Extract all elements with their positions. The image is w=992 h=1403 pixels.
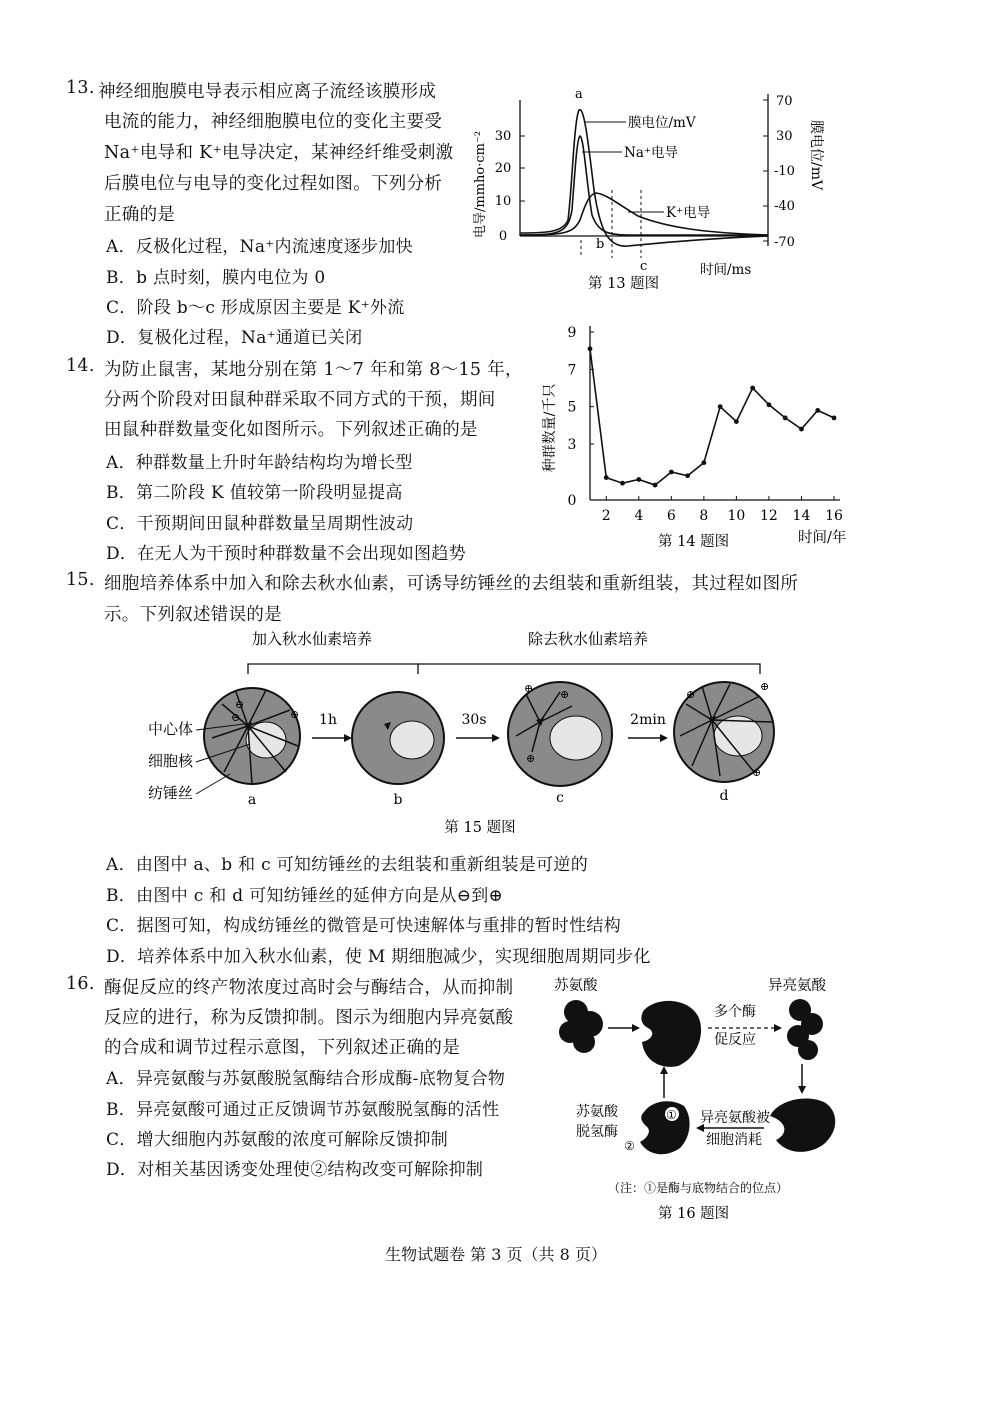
q15-stem-line: 示。下列叙述错误的是 xyxy=(104,605,282,625)
q13-curve-label: 膜电位/mV xyxy=(628,115,696,131)
q15-option-c[interactable]: C．据图可知，构成纺锤丝的微管是可快速解体与重排的暂时性结构 xyxy=(106,916,622,936)
q16-multi-enzyme-label: 多个酶 xyxy=(714,1004,756,1020)
q14-data-point xyxy=(588,346,593,351)
q16-consumed-label: 细胞消耗 xyxy=(706,1132,762,1148)
q14-y-tick-label: 9 xyxy=(567,325,577,341)
q13-left-tick: 0 xyxy=(498,229,508,244)
q13-curve-label: Na⁺电导 xyxy=(624,145,678,161)
q13-option-c[interactable]: C．阶段 b～c 形成原因主要是 K⁺外流 xyxy=(106,298,405,318)
q14-x-axis-label: 时间/年 xyxy=(798,530,847,546)
q16-figure xyxy=(548,970,848,1225)
minus-sign-icon: ⊖ xyxy=(235,698,245,711)
q14-data-point xyxy=(832,415,837,420)
cell-label: b xyxy=(393,792,403,808)
plus-sign-icon: ⊕ xyxy=(526,752,536,765)
q15-caption: 第 15 题图 xyxy=(444,820,516,836)
q16-number: 16. xyxy=(66,974,95,994)
q14-data-point xyxy=(815,408,820,413)
q13-left-tick: 20 xyxy=(494,161,512,176)
q14-option-d[interactable]: D．在无人为干预时种群数量不会出现如图趋势 xyxy=(106,544,466,564)
q16-enzyme-label: 苏氨酸 xyxy=(576,1104,618,1120)
q14-data-point xyxy=(701,460,706,465)
q14-y-axis-label: 种群数量/千只 xyxy=(542,383,558,473)
q14-x-tick-label: 2 xyxy=(601,508,611,524)
q15-bracket-right xyxy=(418,664,760,674)
q14-caption: 第 14 题图 xyxy=(658,534,730,550)
arrow-label: 2min xyxy=(630,712,666,728)
minus-sign-icon: ⊖ xyxy=(231,711,241,724)
q14-option-b[interactable]: B．第二阶段 K 值较第一阶段明显提高 xyxy=(106,483,403,503)
cell-b xyxy=(352,692,444,784)
q14-y-tick-label: 3 xyxy=(567,437,577,453)
q13-point-a: a xyxy=(575,87,583,102)
arrow-up-icon xyxy=(660,1066,668,1074)
enzyme-substrate-complex xyxy=(641,1001,701,1067)
q13-stem-line: 正确的是 xyxy=(104,205,176,225)
q14-x-tick-label: 12 xyxy=(760,508,778,524)
q13-right-tick: -40 xyxy=(774,199,795,214)
q14-series-line xyxy=(590,349,834,485)
plus-sign-icon: ⊕ xyxy=(686,688,696,701)
q13-stem-line: Na⁺电导和 K⁺电导决定，某神经纤维受刺激 xyxy=(104,143,454,163)
cell-label: c xyxy=(556,790,564,806)
q14-data-point xyxy=(734,419,739,424)
q13-caption: 第 13 题图 xyxy=(588,276,660,292)
q14-data-point xyxy=(604,475,609,480)
q14-x-tick-label: 14 xyxy=(792,508,811,524)
q13-k-conductance-curve xyxy=(520,193,768,235)
q15-option-d[interactable]: D．培养体系中加入秋水仙素，使 M 期细胞减少，实现细胞周期同步化 xyxy=(106,947,651,967)
q13-left-tick: 10 xyxy=(494,194,512,209)
q15-figure xyxy=(140,626,800,841)
q15-stem-line: 细胞培养体系中加入和除去秋水仙素，可诱导纺锤丝的去组装和重新组装，其过程如图所 xyxy=(104,574,799,594)
q14-y-tick-label: 5 xyxy=(567,399,577,416)
q14-option-c[interactable]: C．干预期间田鼠种群数量呈周期性波动 xyxy=(106,514,414,534)
cell-a xyxy=(204,688,300,784)
plus-sign-icon: ⊕ xyxy=(524,682,534,695)
q14-number: 14. xyxy=(66,356,95,376)
q14-option-a[interactable]: A．种群数量上升时年龄结构均为增长型 xyxy=(106,453,413,473)
q16-caption: 第 16 题图 xyxy=(658,1206,730,1222)
q14-stem-line: 为防止鼠害，某地分别在第 1～7 年和第 8～15 年， xyxy=(104,360,523,380)
q14-y-tick-label: 0 xyxy=(567,493,577,509)
plus-sign-icon: ⊕ xyxy=(290,708,300,721)
q14-y-tick-label: 7 xyxy=(567,362,577,379)
q14-data-point xyxy=(783,415,788,420)
q13-option-b[interactable]: B．b 点时刻，膜内电位为 0 xyxy=(106,268,326,288)
q15-option-b[interactable]: B．由图中 c 和 d 可知纺锤丝的延伸方向是从⊖到⊕ xyxy=(106,886,504,906)
site-2-marker: ② xyxy=(624,1139,635,1153)
cell-d xyxy=(674,680,774,782)
site-1-marker: ① xyxy=(666,1108,677,1122)
arrow-right-icon xyxy=(344,734,352,742)
q16-enzyme-label: 脱氢酶 xyxy=(576,1124,618,1140)
q14-x-tick-label: 10 xyxy=(727,508,746,524)
q14-data-point xyxy=(799,427,804,432)
q14-data-point xyxy=(718,404,723,409)
q16-product-label: 异亮氨酸 xyxy=(768,978,826,994)
q14-chart xyxy=(528,318,858,558)
arrow-label: 1h xyxy=(319,712,337,728)
plus-sign-icon: ⊕ xyxy=(560,688,570,701)
q14-data-point xyxy=(669,470,674,475)
q15-bracket-label-left: 加入秋水仙素培养 xyxy=(251,630,373,648)
q16-substrate-label: 苏氨酸 xyxy=(554,978,598,994)
q13-right-tick: -10 xyxy=(774,164,795,179)
q16-multi-enzyme-label: 促反应 xyxy=(714,1032,756,1048)
q16-option-c[interactable]: C．增大细胞内苏氨酸的浓度可解除反馈抑制 xyxy=(106,1130,449,1150)
q13-figure xyxy=(468,80,824,295)
q16-stem-line: 酶促反应的终产物浓度过高时会与酶结合，从而抑制 xyxy=(104,978,514,998)
q15-option-a[interactable]: A．由图中 a、b 和 c 可知纺锤丝的去组装和重新组装是可逆的 xyxy=(106,855,589,875)
part-label-spindle: 纺锤丝 xyxy=(148,784,194,802)
q13-right-tick: -70 xyxy=(774,235,795,250)
q13-right-tick: 30 xyxy=(776,129,793,144)
q16-option-a[interactable]: A．异亮氨酸与苏氨酸脱氢酶结合形成酶-底物复合物 xyxy=(106,1069,506,1089)
q14-x-tick-label: 4 xyxy=(634,508,644,524)
q13-point-c: c xyxy=(640,259,648,274)
isoleucine-molecule-icon xyxy=(787,999,823,1060)
threonine-molecule-icon xyxy=(559,1000,603,1053)
q13-number: 13. xyxy=(66,78,95,98)
q14-stem-line: 田鼠种群数量变化如图所示。下列叙述正确的是 xyxy=(104,420,478,440)
q14-data-point xyxy=(636,477,641,482)
q14-x-tick-label: 6 xyxy=(666,508,676,524)
q15-bracket-left xyxy=(248,664,418,674)
arrow-right-icon xyxy=(660,734,668,742)
q16-note: （注：①是酶与底物结合的位点） xyxy=(608,1181,789,1195)
q14-data-point xyxy=(685,473,690,478)
q13-stem-line: 神经细胞膜电导表示相应离子流经该膜形成 xyxy=(98,82,437,102)
cell-label: a xyxy=(247,792,257,808)
q13-curve-label: K⁺电导 xyxy=(666,205,711,221)
arrow-right-icon xyxy=(632,1024,640,1032)
q15-number: 15. xyxy=(66,570,95,590)
enzyme-product-complex xyxy=(770,1098,835,1151)
arrow-right-icon xyxy=(774,1024,782,1032)
threonine-dehydrogenase xyxy=(640,1101,690,1154)
q13-point-b: b xyxy=(596,237,605,252)
plus-sign-icon: ⊕ xyxy=(752,766,762,779)
cell-c xyxy=(508,682,612,786)
q13-left-tick: 30 xyxy=(494,129,512,144)
q13-left-axis-label: 电导/mmho·cm⁻² xyxy=(473,130,488,238)
q16-option-b[interactable]: B．异亮氨酸可通过正反馈调节苏氨酸脱氢酶的活性 xyxy=(106,1100,500,1120)
page-footer: 生物试题卷 第 3 页（共 8 页） xyxy=(385,1245,607,1264)
q14-data-point xyxy=(767,402,772,407)
plus-sign-icon: ⊕ xyxy=(760,680,770,693)
arrow-down-icon xyxy=(798,1086,806,1094)
q13-option-a[interactable]: A．反极化过程，Na⁺内流速度逐步加快 xyxy=(106,237,413,257)
part-label-nucleus: 细胞核 xyxy=(148,752,194,770)
q15-bracket-label-right: 除去秋水仙素培养 xyxy=(527,630,649,648)
arrow-right-icon xyxy=(492,734,500,742)
q14-x-tick-label: 8 xyxy=(699,508,709,524)
q14-data-point xyxy=(750,386,755,391)
q13-x-label: 时间/ms xyxy=(700,262,752,278)
q13-stem-line: 后膜电位与电导的变化过程如图。下列分析 xyxy=(104,174,443,194)
q13-right-axis-label: 膜电位/mV xyxy=(808,120,824,191)
q16-stem-line: 反应的进行，称为反馈抑制。图示为细胞内异亮氨酸 xyxy=(104,1008,514,1028)
arrow-label: 30s xyxy=(461,712,487,728)
q13-option-d[interactable]: D．复极化过程，Na⁺通道已关闭 xyxy=(106,328,363,348)
q14-data-point xyxy=(653,483,658,488)
q14-data-point xyxy=(620,481,625,486)
part-label-centrosome: 中心体 xyxy=(148,720,194,738)
q13-stem-line: 电流的能力，神经细胞膜电位的变化主要受 xyxy=(104,112,443,132)
cell-label: d xyxy=(719,788,729,804)
q14-stem-line: 分两个阶段对田鼠种群采取不同方式的干预，期间 xyxy=(104,390,496,410)
q16-stem-line: 的合成和调节过程示意图，下列叙述正确的是 xyxy=(104,1038,460,1058)
q16-option-d[interactable]: D．对相关基因诱变处理使②结构改变可解除抑制 xyxy=(106,1160,484,1180)
q14-x-tick-label: 16 xyxy=(825,508,843,524)
q13-right-tick: 70 xyxy=(776,94,793,109)
q16-consumed-label: 异亮氨酸被 xyxy=(700,1110,770,1126)
